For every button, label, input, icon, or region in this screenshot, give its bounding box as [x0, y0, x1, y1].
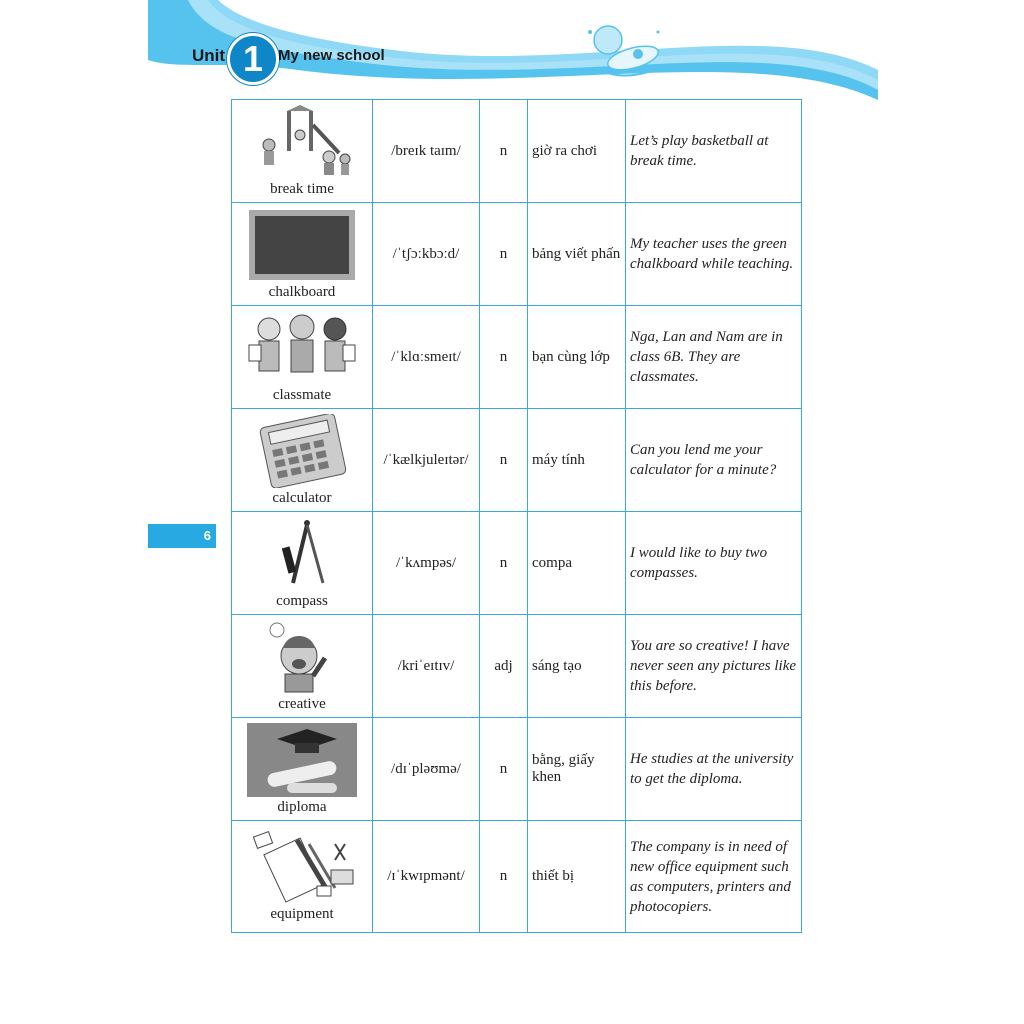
example-cell: He studies at the university to get the diploma. — [626, 718, 802, 821]
table-row — [232, 615, 802, 718]
image-cell — [232, 718, 373, 821]
vocab-word: compass — [276, 592, 328, 609]
ipa-cell: /ˈklɑːsmeɪt/ — [373, 306, 480, 409]
example-cell: Nga, Lan and Nam are in class 6B. They are classmates. — [626, 306, 802, 409]
ipa-cell: /kriˈeɪtɪv/ — [373, 615, 480, 718]
kids-group-icon — [247, 311, 357, 385]
table-row — [232, 512, 802, 615]
ipa-cell: /ˈkʌmpəs/ — [373, 512, 480, 615]
table-row — [232, 203, 802, 306]
example-cell: The company is in need of new office equipment such as computers, printers and photocopiers. — [626, 821, 802, 933]
vocab-word: break time — [270, 180, 334, 197]
unit-title: My new school — [278, 47, 385, 64]
ipa-cell: /ˈkælkjuleɪtər/ — [373, 409, 480, 512]
page-number-tab: 6 — [148, 524, 216, 548]
example-cell: My teacher uses the green chalkboard while teaching. — [626, 203, 802, 306]
example-cell: I would like to buy two compasses. — [626, 512, 802, 615]
meaning-cell: sáng tạo — [528, 615, 626, 718]
ipa-cell: /ˈtʃɔːkbɔːd/ — [373, 203, 480, 306]
image-cell — [232, 203, 373, 306]
meaning-cell: bạn cùng lớp — [528, 306, 626, 409]
meaning-cell: giờ ra chơi — [528, 100, 626, 203]
meaning-cell: thiết bị — [528, 821, 626, 933]
image-cell — [232, 100, 373, 203]
meaning-cell: compa — [528, 512, 626, 615]
rocket-icon — [578, 18, 668, 84]
office-equipment-icon — [247, 830, 357, 904]
example-cell: Can you lend me your calculator for a minute? — [626, 409, 802, 512]
vocab-word: classmate — [272, 386, 332, 403]
chalkboard-icon — [247, 208, 357, 282]
ipa-cell: /dɪˈpləʊmə/ — [373, 718, 480, 821]
vocabulary-table — [231, 99, 802, 933]
image-cell — [232, 821, 373, 933]
part-of-speech-cell: n — [480, 409, 528, 512]
example-cell: Let’s play basketball at break time. — [626, 100, 802, 203]
table-row — [232, 821, 802, 933]
vocab-word: diploma — [277, 798, 327, 815]
part-of-speech-cell: n — [480, 512, 528, 615]
part-of-speech-cell: n — [480, 203, 528, 306]
part-of-speech-cell: adj — [480, 615, 528, 718]
meaning-cell: máy tính — [528, 409, 626, 512]
meaning-cell: bảng viết phấn — [528, 203, 626, 306]
image-cell — [232, 306, 373, 409]
table-row — [232, 100, 802, 203]
image-cell — [232, 512, 373, 615]
vocab-word: creative — [278, 695, 326, 712]
part-of-speech-cell: n — [480, 821, 528, 933]
vocab-word: calculator — [272, 489, 332, 506]
image-cell — [232, 615, 373, 718]
part-of-speech-cell: n — [480, 306, 528, 409]
part-of-speech-cell: n — [480, 718, 528, 821]
image-cell — [232, 409, 373, 512]
meaning-cell: bằng, giấy khen — [528, 718, 626, 821]
example-cell: You are so creative! I have never seen any pictures like this before. — [626, 615, 802, 718]
table-row — [232, 409, 802, 512]
vocab-word: chalkboard — [268, 283, 336, 300]
table-row — [232, 718, 802, 821]
table-row — [232, 306, 802, 409]
unit-number-badge: 1 — [227, 33, 279, 85]
ipa-cell: /ɪˈkwɪpmənt/ — [373, 821, 480, 933]
boy-idea-icon — [247, 620, 357, 694]
vocab-word: equipment — [270, 906, 334, 922]
unit-label: Unit — [192, 46, 226, 65]
calculator-icon — [247, 414, 357, 488]
part-of-speech-cell: n — [480, 100, 528, 203]
children-playground-icon — [247, 105, 357, 179]
diploma-icon — [247, 723, 357, 797]
compass-icon — [247, 517, 357, 591]
ipa-cell: /breɪk taɪm/ — [373, 100, 480, 203]
